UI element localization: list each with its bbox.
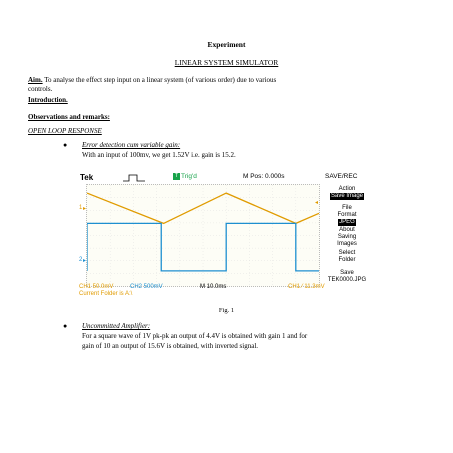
- page-subtitle: LINEAR SYSTEM SIMULATOR: [174, 58, 279, 67]
- introduction-heading: Introduction.: [28, 96, 68, 104]
- menu-save[interactable]: Save TEK0000.JPG: [327, 270, 367, 283]
- save-rec-menu: [320, 184, 374, 285]
- item2-text-1: For a square wave of 1V pk-pk an output of 4.4V is obtained with gain 1 and for: [82, 332, 308, 340]
- ch1-marker: 1: [79, 205, 83, 211]
- aim-line-1: [28, 76, 276, 85]
- observations-heading: Observations and remarks:: [28, 113, 110, 121]
- aim-line-2: controls.: [28, 85, 53, 93]
- item2-text-2: gain of 10 an output of 15.6V is obtained, with inverted signal.: [82, 342, 259, 350]
- scope-traces: [87, 185, 319, 286]
- scope-graticule: [86, 184, 320, 287]
- oscilloscope-screenshot: [78, 172, 376, 299]
- item2-heading: Uncommitted Amplifier:: [82, 322, 151, 330]
- current-folder: Current Folder is A:\: [79, 291, 133, 297]
- figure-caption: Fig. 1: [218, 307, 235, 314]
- ch2-marker: 2: [79, 257, 83, 263]
- timebase: M 10.0ms: [200, 284, 227, 290]
- trig-icon: T: [174, 173, 179, 179]
- aim-text-1: To analyse the effect step input on a linear system (of various order) due to various: [42, 76, 277, 84]
- menu-jpeg[interactable]: JPEG: [339, 219, 355, 225]
- item1-heading: Error detection cum variable gain:: [82, 141, 181, 149]
- scope-topbar: [78, 172, 376, 184]
- bullet-2: ●: [63, 322, 68, 330]
- page-title: Experiment: [207, 40, 246, 49]
- menu-save-image[interactable]: Save Image: [330, 193, 364, 199]
- trig-status-text: Trig'd: [181, 173, 197, 181]
- trigger-status: [173, 173, 197, 180]
- ch1-arrow-icon: ▸: [83, 206, 87, 212]
- m-pos-readout: M Pos: 0.000s: [243, 173, 285, 180]
- scope-brand: Tek: [80, 173, 94, 182]
- menu-file-format[interactable]: File Format JPEG: [337, 205, 357, 225]
- item1-text: With an input of 100mv, we get 1.52V i.e. gain is 15.2.: [82, 151, 236, 159]
- ch1-scale: CH1 50.0mV: [79, 284, 114, 290]
- menu-select-folder[interactable]: Select Folder: [338, 250, 356, 263]
- open-loop-heading: OPEN LOOP RESPONSE: [28, 127, 102, 135]
- trigger-level-arrow-icon: ◂: [315, 200, 319, 206]
- trigger-readout: CH1 ⁄ 11.3mV: [288, 284, 325, 290]
- bullet-1: ●: [63, 141, 68, 149]
- ch2-scale: CH2 500mV: [130, 284, 163, 290]
- trigger-edge-icon: [123, 174, 145, 182]
- aim-label: Aim.: [28, 76, 43, 84]
- ch2-arrow-icon: ▸: [83, 258, 87, 264]
- menu-about-saving[interactable]: About Saving Images: [337, 227, 357, 247]
- save-rec-header: SAVE/REC: [325, 173, 358, 180]
- menu-action[interactable]: Action Save Image: [330, 186, 364, 199]
